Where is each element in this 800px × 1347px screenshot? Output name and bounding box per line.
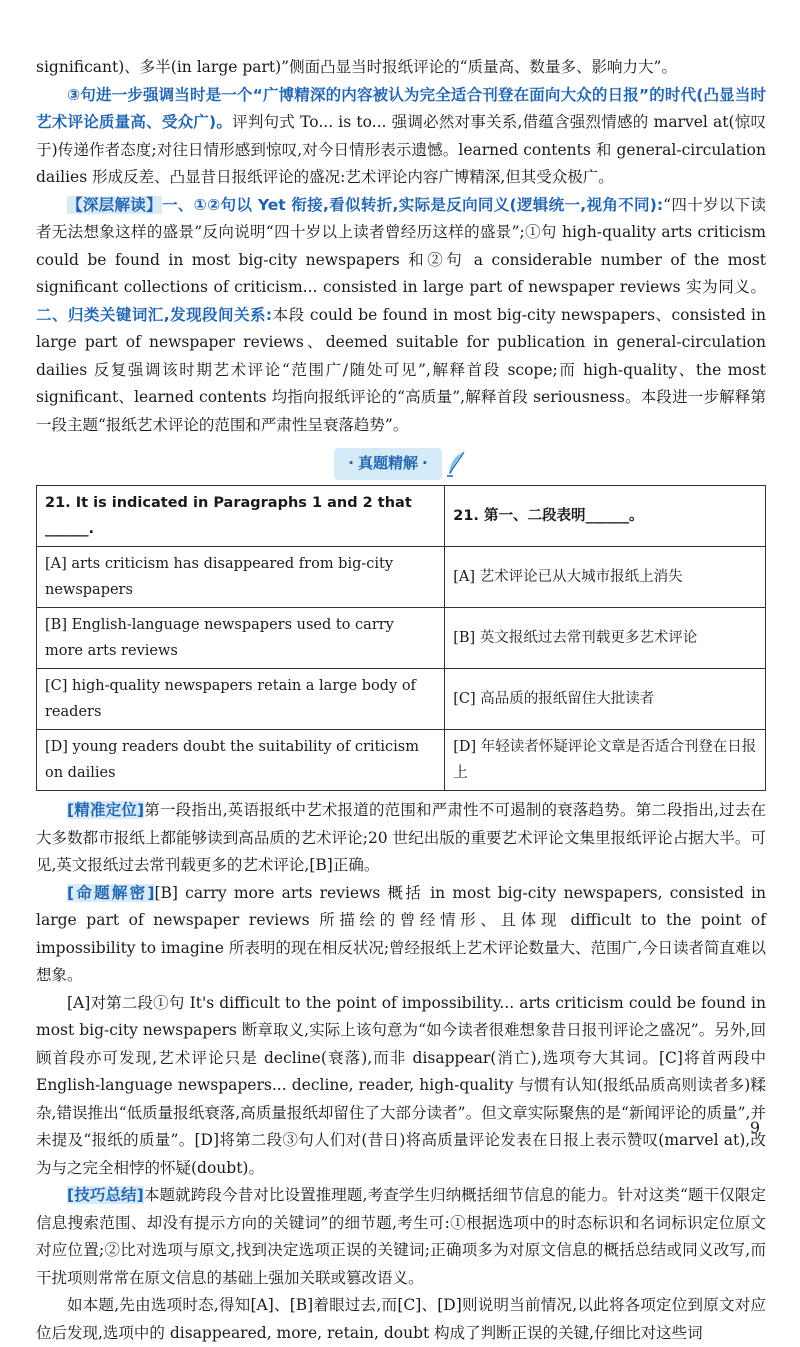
option-c-zh: [C] 高品质的报纸留住大批读者 — [445, 669, 766, 730]
option-row-a — [37, 547, 766, 608]
locate-tag: [精准定位] — [67, 801, 145, 819]
option-a-en: [A] arts criticism has disappeared from big-city newspapers — [37, 547, 445, 608]
option-row-c — [37, 669, 766, 730]
page-content — [36, 58, 766, 1347]
dot-icon: · — [348, 454, 354, 473]
section-badge — [334, 448, 441, 480]
question-table — [36, 485, 766, 791]
option-d-zh: [D] 年轻读者怀疑评论文章是否适合刊登在日报上 — [445, 730, 766, 791]
section-header — [36, 447, 766, 481]
option-row-d — [37, 730, 766, 791]
option-b-zh: [B] 英文报纸过去常刊载更多艺术评论 — [445, 608, 766, 669]
highlight-sentence-3: ③句进一步强调当时是一个“广博精深的内容被认为完全适合刊登在面向大众的日报”的时代(凸显当时艺术评论质量高、受众广)。 — [36, 85, 766, 131]
deep-reading-point-2: 二、归类关键词汇,发现段间关系: — [36, 305, 273, 324]
option-b-en: [B] English-language newspapers used to carry more arts reviews — [37, 608, 445, 669]
section-title: 真题精解 — [357, 454, 418, 473]
deep-reading-point-1: 一、①②句以 Yet 衔接,看似转折,实际是反向同义(逻辑统一,视角不同): — [161, 195, 664, 214]
analysis-tips — [36, 1182, 766, 1292]
option-a-zh: [A] 艺术评论已从大城市报纸上消失 — [445, 547, 766, 608]
deep-reading-text-2: 本段 could be found in most big-city newspapers、consisted in large part of newspaper reviews、deemed suitable for publication in general-circulation dailies 反复强调该时期艺术评论“范围广/随处可见”,解释首段 scope;而 high-quality、the most significant、learned contents 均指向报纸评论的“高质量”,解释首段 seriousness。本段进一步解释第一段主题“报纸艺术评论的范围和严肃性呈衰落趋势”。 — [36, 305, 766, 434]
text-sentence-3-rest: 评判句式 To... is to... 强调必然对事关系,借蕴含强烈情感的 marvel at(惊叹于)传递作者态度;对往日情形感到惊叹,对今日情形表示遗憾。learned contents 和 general-circulation dailies 形成反差、凸显昔日报纸评论的盛况:艺术评论内容广博精深,但其受众极广。 — [36, 113, 766, 186]
deep-reading-tag: 【深层解读】 — [67, 195, 162, 214]
option-d-en: [D] young readers doubt the suitability of criticism on dailies — [37, 730, 445, 791]
analysis-distractors: [A]对第二段①句 It's difficult to the point of impossibility... arts criticism could be found in most big-city newspapers 断章取义,实际上该句意为“如今读者很难想象昔日报刊评论之盛况”。另外,回顾首段亦可发现,艺术评论只是 decline(衰落),而非 disappear(消亡),选项夸大其词。[C]将首两段中 English-language newspapers... decline, reader, high-quality 与惯有认知(报纸品质高则读者多)糅杂,错误推出“低质量报纸衰落,高质量报纸却留住了大部分读者”。但文章实际聚焦的是“新闻评论的质量”,并未提及“报纸的质量”。[D]将第二段③句人们对(昔日)将高质量评论发表在日报上表示赞叹(marvel at),改为与之完全相悖的怀疑(doubt)。 — [36, 993, 766, 1177]
locate-text: 第一段指出,英语报纸中艺术报道的范围和严肃性不可遏制的衰落趋势。第二段指出,过去在大多数都市报纸上都能够读到高品质的艺术评论;20 世纪出版的重要艺术评论文集里报纸评论占据大半。可见,英文报纸过去常刊载更多的艺术评论,[B]正确。 — [36, 801, 766, 874]
decode-tag: [命题解密] — [67, 883, 155, 902]
question-stem-en: 21. It is indicated in Paragraphs 1 and 2 that ______. — [37, 486, 445, 547]
page-number: 9 — [749, 1117, 760, 1137]
question-stem-row — [37, 486, 766, 547]
analysis-locate — [36, 797, 766, 880]
paragraph-continuation: significant)、多半(in large part)”侧面凸显当时报纸评论的“质量高、数量多、影响力大”。 — [36, 58, 677, 76]
analysis-decode — [36, 880, 766, 990]
question-stem-zh: 21. 第一、二段表明______。 — [445, 486, 766, 547]
tips-text: 本题就跨段今昔对比设置推理题,考查学生归纳概括细节信息的能力。针对这类“题干仅限定信息搜索范围、却没有提示方向的关键词”的细节题,考生可:①根据选项中的时态标识和名词标识定位原文对应位置;②比对选项与原文,找到决定选项正误的关键词;正确项多为对原文信息的概括总结或同义改写,而干扰项则常常在原文信息的基础上强加关联或篡改语义。 — [36, 1186, 766, 1287]
tips-tag: [技巧总结] — [67, 1186, 144, 1204]
deep-reading-text-1: “四十岁以下读者无法想象这样的盛景”反向说明“四十岁以上读者曾经历这样的盛景”;①句 high-quality arts criticism could be found in most big-city newspapers 和②句 a considerable number of the most significant collections of criticism... consisted in large part of newspaper reviews 实为同义。 — [36, 195, 766, 296]
analysis-example: 如本题,先由选项时态,得知[A]、[B]着眼过去,而[C]、[D]则说明当前情况,以此将各项定位到原文对应位后发现,选项中的 disappeared, more, retain, doubt 构成了判断正误的关键,仔细比对这些词 — [36, 1296, 766, 1342]
option-c-en: [C] high-quality newspapers retain a large body of readers — [37, 669, 445, 730]
paragraph-deep-reading — [36, 192, 766, 440]
decode-text: [B] carry more arts reviews 概括 in most big-city newspapers, consisted in large part of newspaper reviews 所描绘的曾经情形、且体现 difficult to the point of impossibility to imagine 所表明的现在相反状况;曾经报纸上艺术评论数量大、范围广,今日读者简直难以想象。 — [36, 883, 767, 984]
paragraph-sentence-3-analysis — [36, 82, 766, 192]
dot-icon: · — [422, 454, 428, 473]
option-row-b — [37, 608, 766, 669]
quill-pen-icon — [444, 450, 468, 478]
